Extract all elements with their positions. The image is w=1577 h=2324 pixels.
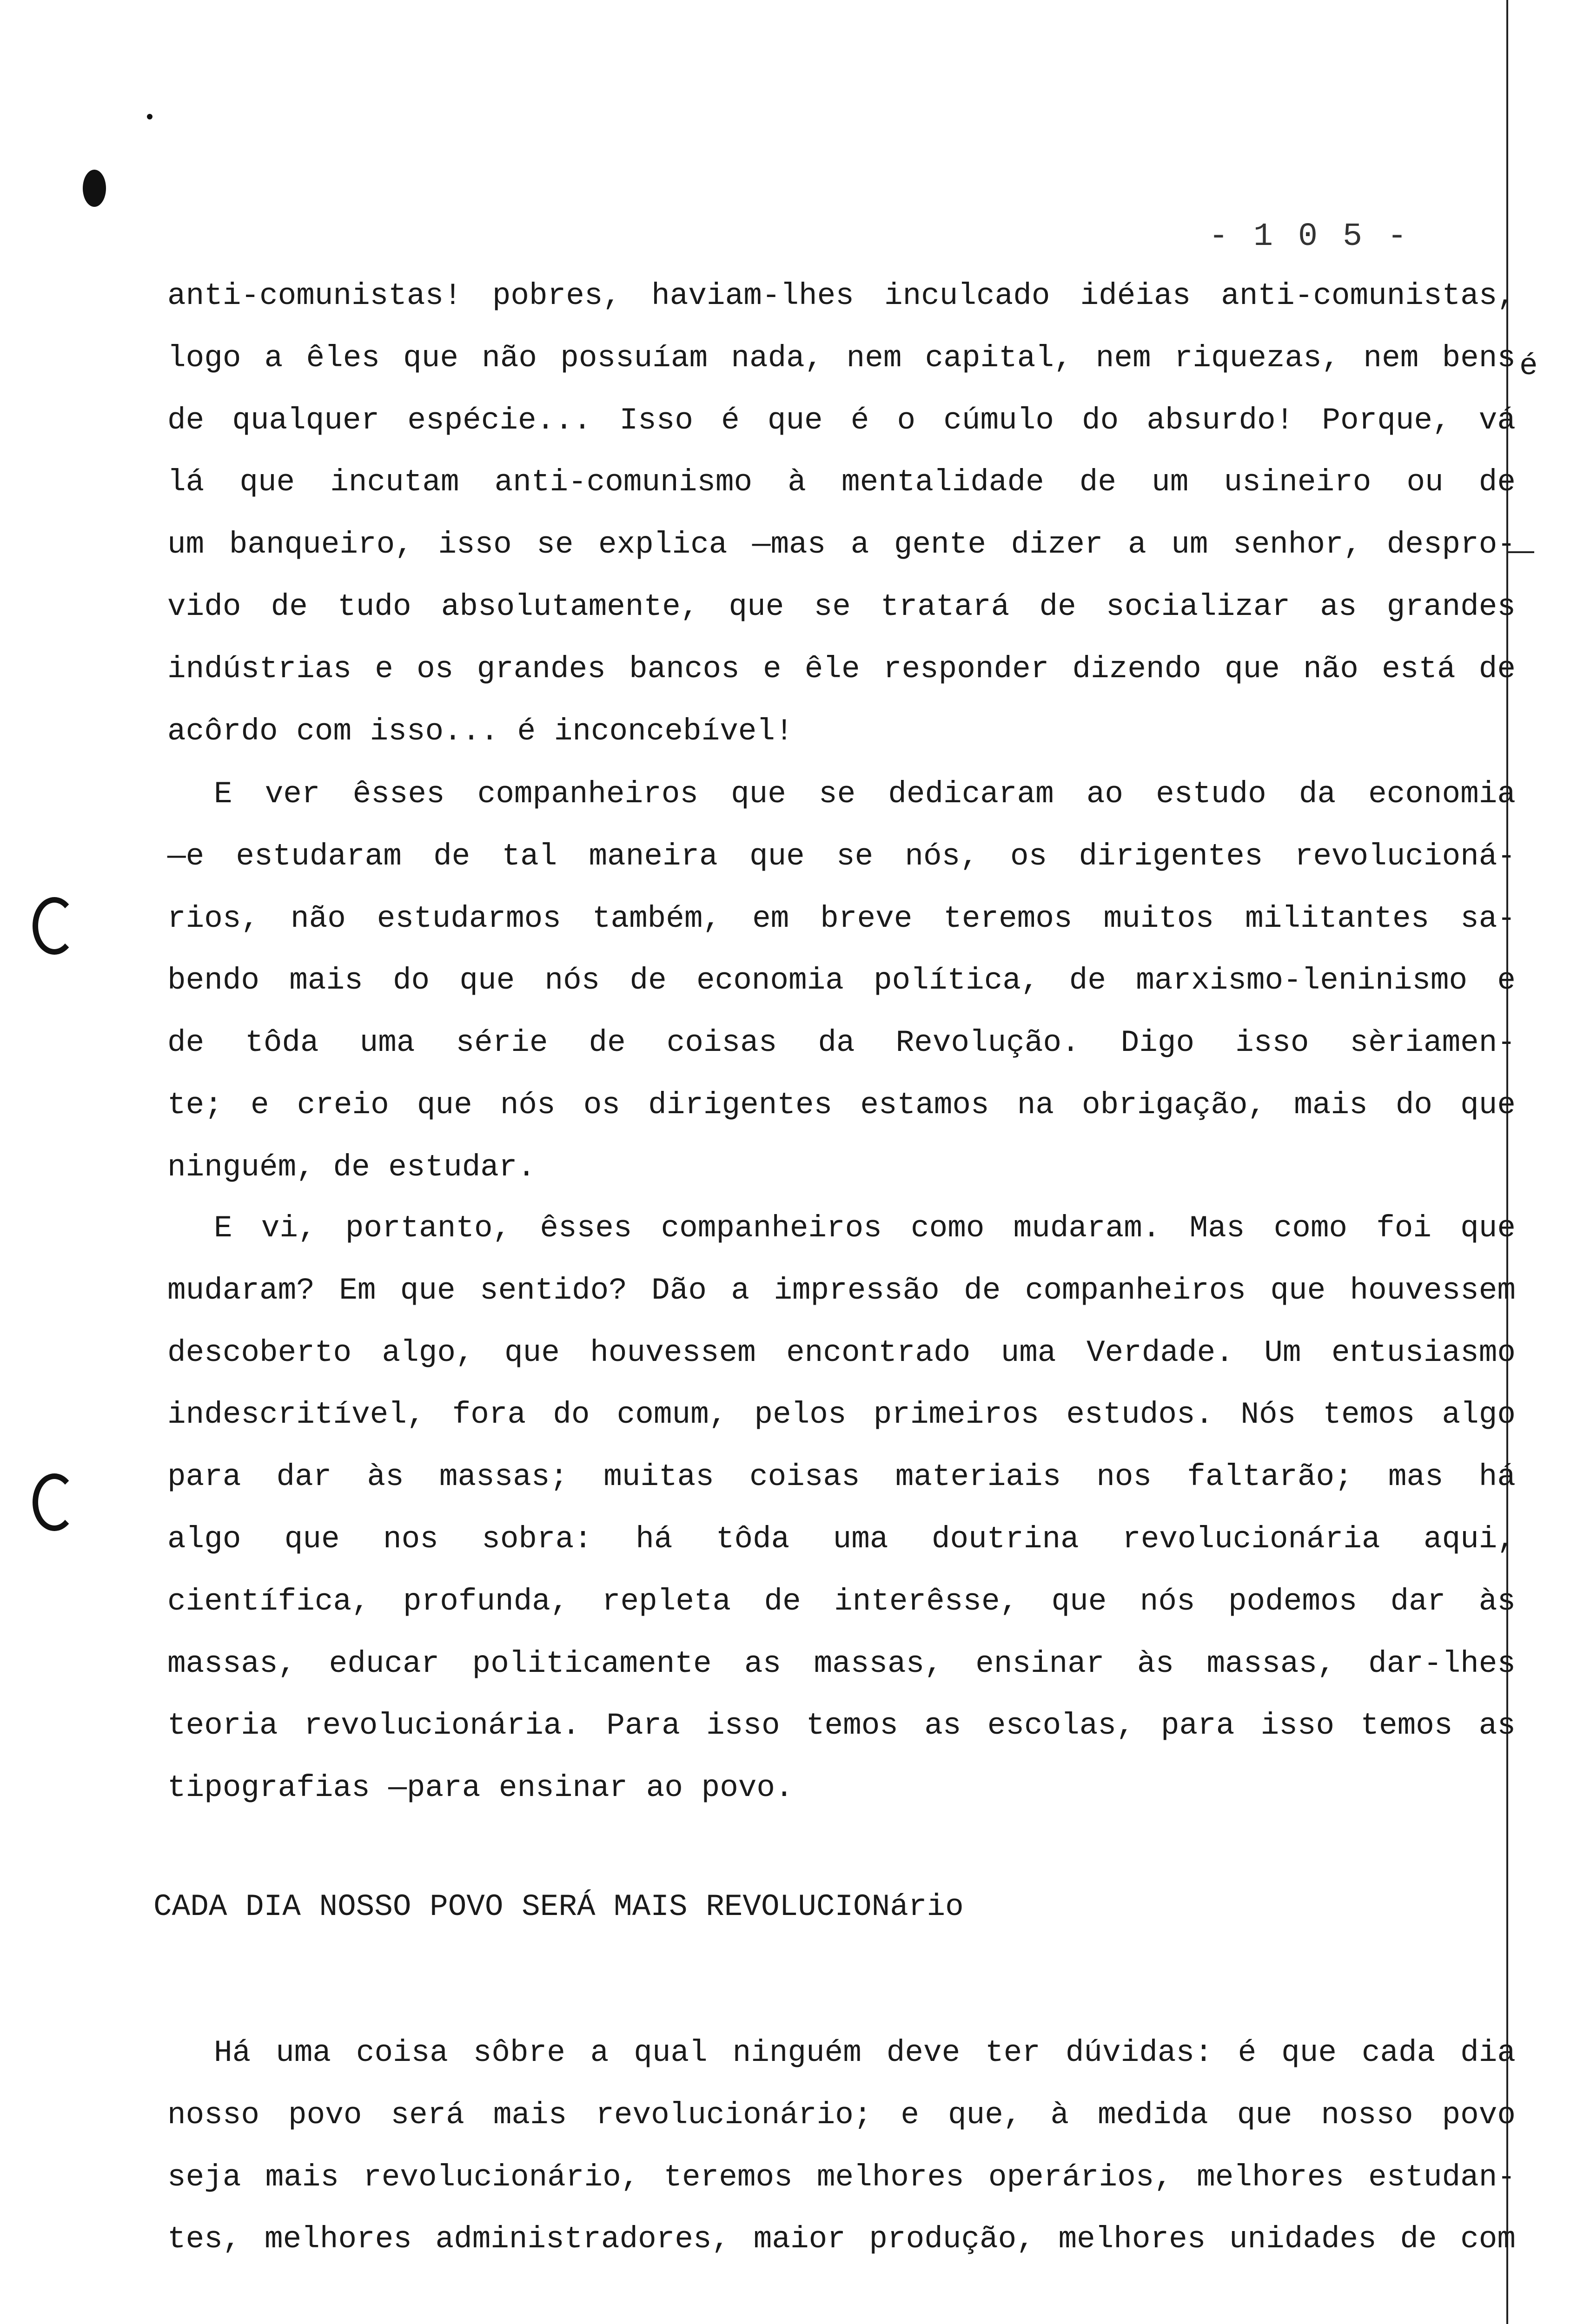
text-line: de tôda uma série de coisas da Revolução. Digo isso sèriamen- [167, 1025, 1516, 1061]
paragraph-1 [167, 265, 1516, 762]
text-line: um banqueiro, isso se explica —mas a gente dizer a um senhor, despro- [167, 527, 1516, 562]
punch-hole-mark [33, 897, 76, 955]
text-line: indústrias e os grandes bancos e êle responder dizendo que não está de [167, 651, 1516, 687]
text-line: vido de tudo absolutamente, que se tratará de socializar as grandes [167, 589, 1516, 624]
section-heading: CADA DIA NOSSO POVO SERÁ MAIS REVOLUCIONário [153, 1889, 964, 1924]
text-line: seja mais revolucionário, teremos melhores operários, melhores estudan- [167, 2159, 1516, 2195]
punch-hole-mark [33, 1473, 76, 1531]
text-line: ninguém, de estudar. [167, 1149, 536, 1185]
margin-mark: é [1519, 349, 1538, 383]
text-line: E ver êsses companheiros que se dedicaram ao estudo da economia [214, 777, 1516, 812]
text-line: anti-comunistas! pobres, haviam-lhes inculcado idéias anti-comunistas, [167, 278, 1516, 313]
text-line: descoberto algo, que houvessem encontrado uma Verdade. Um entusiasmo [167, 1335, 1516, 1370]
paragraph-2 [167, 763, 1516, 1199]
ink-smudge [83, 170, 106, 207]
text-line: logo a êles que não possuíam nada, nem capital, nem riquezas, nem bens [167, 340, 1516, 376]
text-line: tipografias —para ensinar ao povo. [167, 1770, 794, 1806]
text-line: rios, não estudarmos também, em breve teremos muitos militantes sa- [167, 901, 1516, 936]
text-line: indescritível, fora do comum, pelos primeiros estudos. Nós temos algo [167, 1397, 1516, 1433]
text-line: para dar às massas; muitas coisas materiais nos faltarão; mas há [167, 1459, 1516, 1495]
ink-dot [147, 114, 152, 119]
text-line: mudaram? Em que sentido? Dão a impressão de companheiros que houvessem [167, 1273, 1516, 1308]
text-line: te; e creio que nós os dirigentes estamos na obrigação, mais do que [167, 1087, 1516, 1122]
paragraph-3 [167, 1197, 1516, 1819]
text-line: algo que nos sobra: há tôda uma doutrina revolucionária aqui, [167, 1521, 1516, 1557]
text-line: E vi, portanto, êsses companheiros como mudaram. Mas como foi que [214, 1211, 1516, 1246]
text-line: lá que incutam anti-comunismo à mentalidade de um usineiro ou de [167, 465, 1516, 500]
page-number: - 1 0 5 - [1209, 218, 1410, 255]
text-line: acôrdo com isso... é inconcebível! [167, 713, 794, 749]
text-line: tes, melhores administradores, maior produção, melhores unidades de com [167, 2222, 1516, 2257]
text-line: Há uma coisa sôbre a qual ninguém deve ter dúvidas: é que cada dia [214, 2035, 1516, 2070]
text-line: nosso povo será mais revolucionário; e que, à medida que nosso povo [167, 2097, 1516, 2133]
text-line: teoria revolucionária. Para isso temos as escolas, para isso temos as [167, 1708, 1516, 1743]
text-line: de qualquer espécie... Isso é que é o cúmulo do absurdo! Porque, vá [167, 403, 1516, 438]
text-line: científica, profunda, repleta de interêsse, que nós podemos dar às [167, 1584, 1516, 1619]
text-line: massas, educar politicamente as massas, ensinar às massas, dar-lhes [167, 1646, 1516, 1681]
paragraph-4 [167, 2022, 1516, 2271]
text-line: bendo mais do que nós de economia política, de marxismo-leninismo e [167, 963, 1516, 998]
text-line: —e estudaram de tal maneira que se nós, os dirigentes revolucioná- [167, 838, 1516, 874]
